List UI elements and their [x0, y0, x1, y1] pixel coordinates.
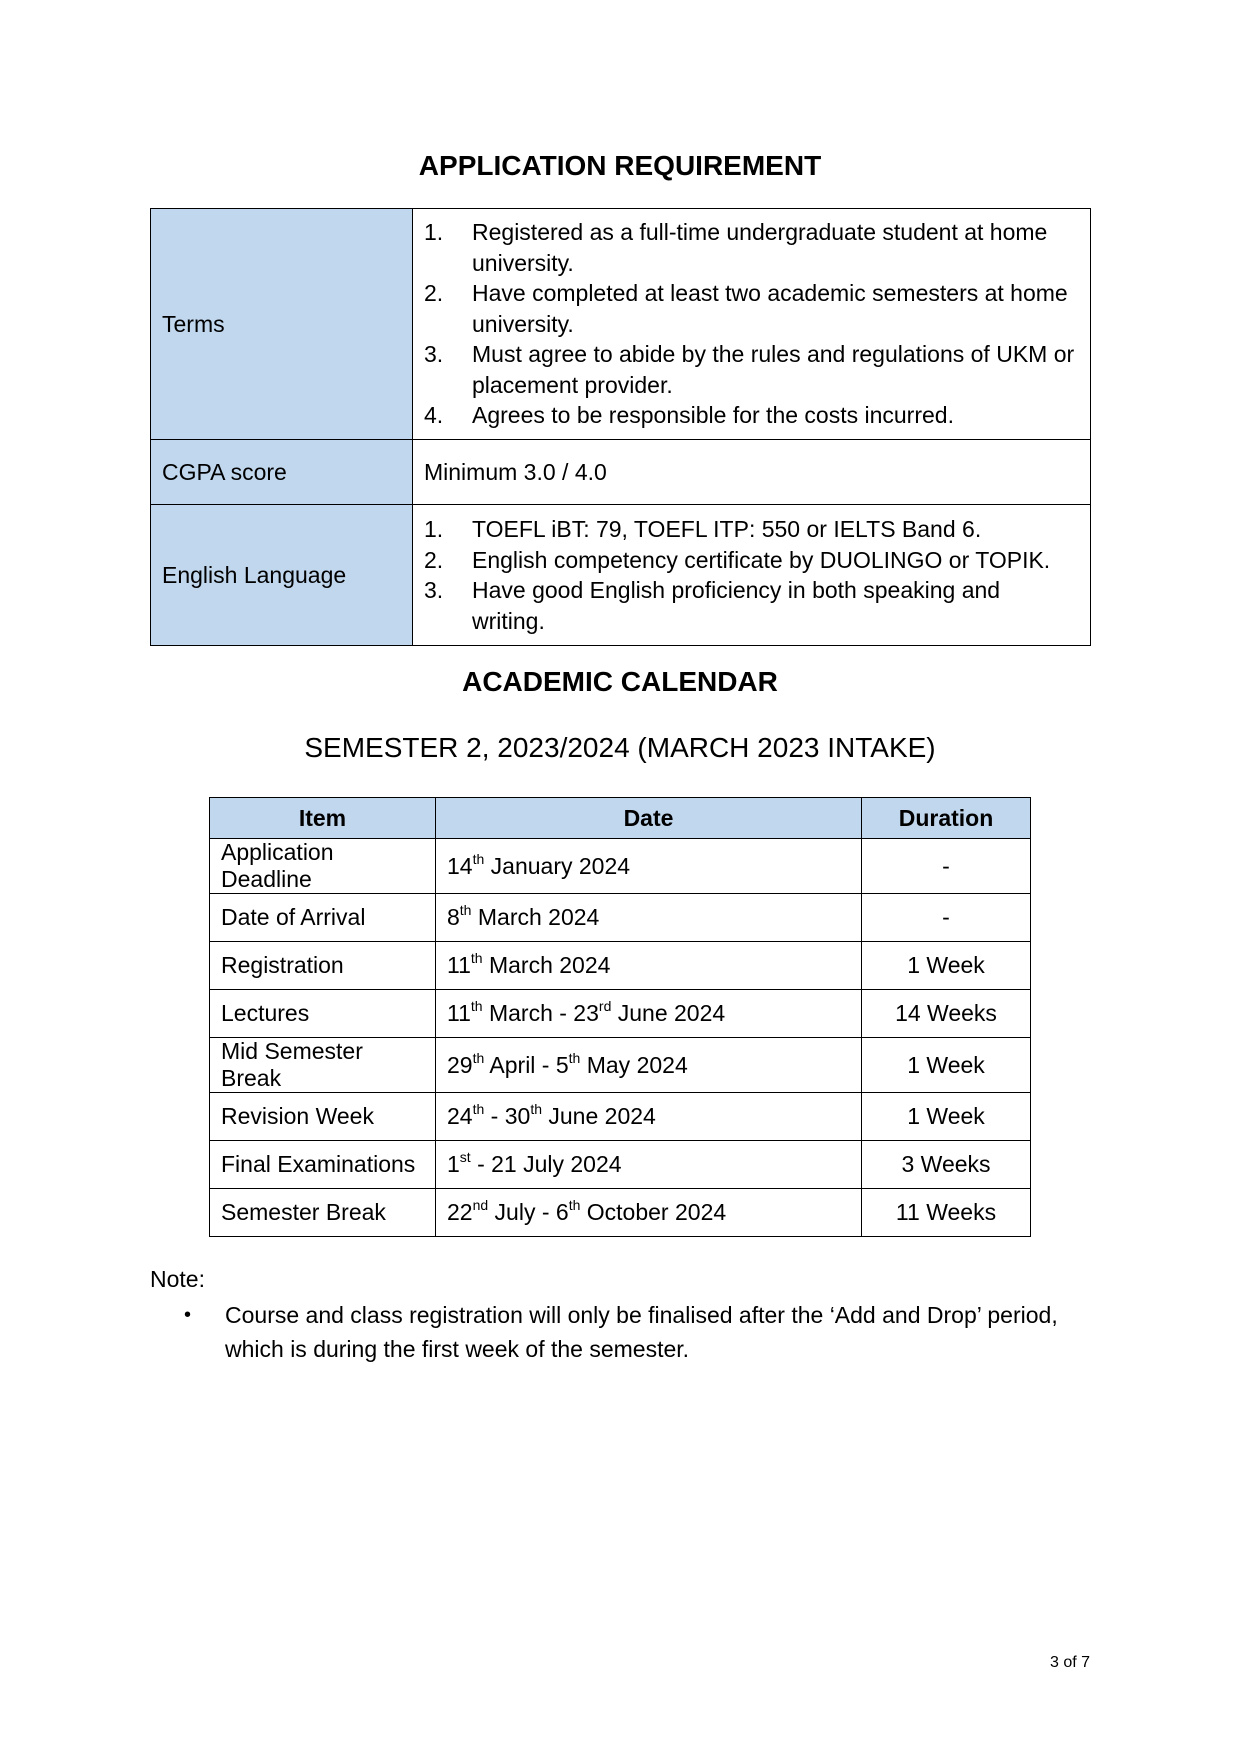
table-row — [210, 839, 1031, 894]
list-item: 1. Registered as a full-time undergraduate student at home university. — [424, 219, 1048, 276]
cell-duration: 3 Weeks — [862, 1141, 1031, 1189]
requirement-content — [413, 209, 1091, 440]
cell-duration: - — [862, 894, 1031, 942]
list-item: 2. Have completed at least two academic semesters at home university. — [424, 280, 1068, 337]
calendar-table — [209, 797, 1031, 1237]
calendar-table-body — [210, 839, 1031, 1237]
column-header-date: Date — [436, 798, 862, 839]
requirement-title: APPLICATION REQUIREMENT — [418, 150, 822, 181]
requirement-row-terms — [151, 209, 1091, 440]
cell-date: 11th March - 23rd June 2024 — [436, 990, 862, 1038]
column-header-duration: Duration — [862, 798, 1031, 839]
english-list — [424, 514, 1078, 636]
cell-date: 1st - 21 July 2024 — [436, 1141, 862, 1189]
cell-item: Lectures — [210, 990, 436, 1038]
cell-date: 24th - 30th June 2024 — [436, 1093, 862, 1141]
cell-duration: 1 Week — [862, 1038, 1031, 1093]
table-row — [210, 1093, 1031, 1141]
requirement-label: CGPA score — [151, 440, 413, 505]
requirement-label: Terms — [151, 209, 413, 440]
calendar-title: ACADEMIC CALENDAR — [462, 666, 778, 697]
cell-date: 29th April - 5th May 2024 — [436, 1038, 862, 1093]
cell-duration: 11 Weeks — [862, 1189, 1031, 1237]
table-row — [210, 942, 1031, 990]
list-item: 4. Agrees to be responsible for the costs incurred. — [424, 402, 954, 429]
cell-item: Date of Arrival — [210, 894, 436, 942]
note-item — [150, 1298, 1100, 1366]
table-row — [210, 894, 1031, 942]
terms-list — [424, 217, 1078, 431]
cell-duration: 1 Week — [862, 1093, 1031, 1141]
requirement-row-cgpa — [151, 440, 1091, 505]
requirement-row-english — [151, 505, 1091, 646]
cell-item: Final Examinations — [210, 1141, 436, 1189]
cell-item: Application Deadline — [210, 839, 436, 894]
list-item: 1. TOEFL iBT: 79, TOEFL ITP: 550 or IELTS Band 6. — [424, 516, 982, 542]
note-label: Note: — [150, 1266, 205, 1292]
bullet-icon: • — [183, 1304, 191, 1326]
page-number: 3 of 7 — [1050, 1654, 1091, 1671]
cell-duration: 1 Week — [862, 942, 1031, 990]
note-list — [150, 1298, 1100, 1366]
table-row — [210, 1141, 1031, 1189]
requirement-label: English Language — [151, 505, 413, 646]
cell-duration: - — [862, 839, 1031, 894]
calendar-subtitle: SEMESTER 2, 2023/2024 (MARCH 2023 INTAKE) — [304, 732, 936, 763]
cell-item: Revision Week — [210, 1093, 436, 1141]
requirement-table — [150, 208, 1091, 646]
cell-date: 22nd July - 6th October 2024 — [436, 1189, 862, 1237]
cell-item: Semester Break — [210, 1189, 436, 1237]
cell-date: 11th March 2024 — [436, 942, 862, 990]
table-header-row — [210, 798, 1031, 839]
cell-item: Mid Semester Break — [210, 1038, 436, 1093]
requirement-content — [413, 505, 1091, 646]
cell-duration: 14 Weeks — [862, 990, 1031, 1038]
note-text: Course and class registration will only be finalised after the ‘Add and Drop’ period, which is during the first week of the semester. — [225, 1302, 1058, 1362]
cell-item: Registration — [210, 942, 436, 990]
list-item: 3. Have good English proficiency in both speaking and writing. — [424, 577, 1001, 634]
cell-date: 8th March 2024 — [436, 894, 862, 942]
cell-date: 14th January 2024 — [436, 839, 862, 894]
list-item: 3. Must agree to abide by the rules and regulations of UKM or placement provider. — [424, 341, 1075, 398]
table-row — [210, 990, 1031, 1038]
table-row — [210, 1038, 1031, 1093]
requirement-content: Minimum 3.0 / 4.0 — [413, 440, 1091, 505]
table-row — [210, 1189, 1031, 1237]
list-item: 2. English competency certificate by DUOLINGO or TOPIK. — [424, 546, 1051, 573]
column-header-item: Item — [210, 798, 436, 839]
